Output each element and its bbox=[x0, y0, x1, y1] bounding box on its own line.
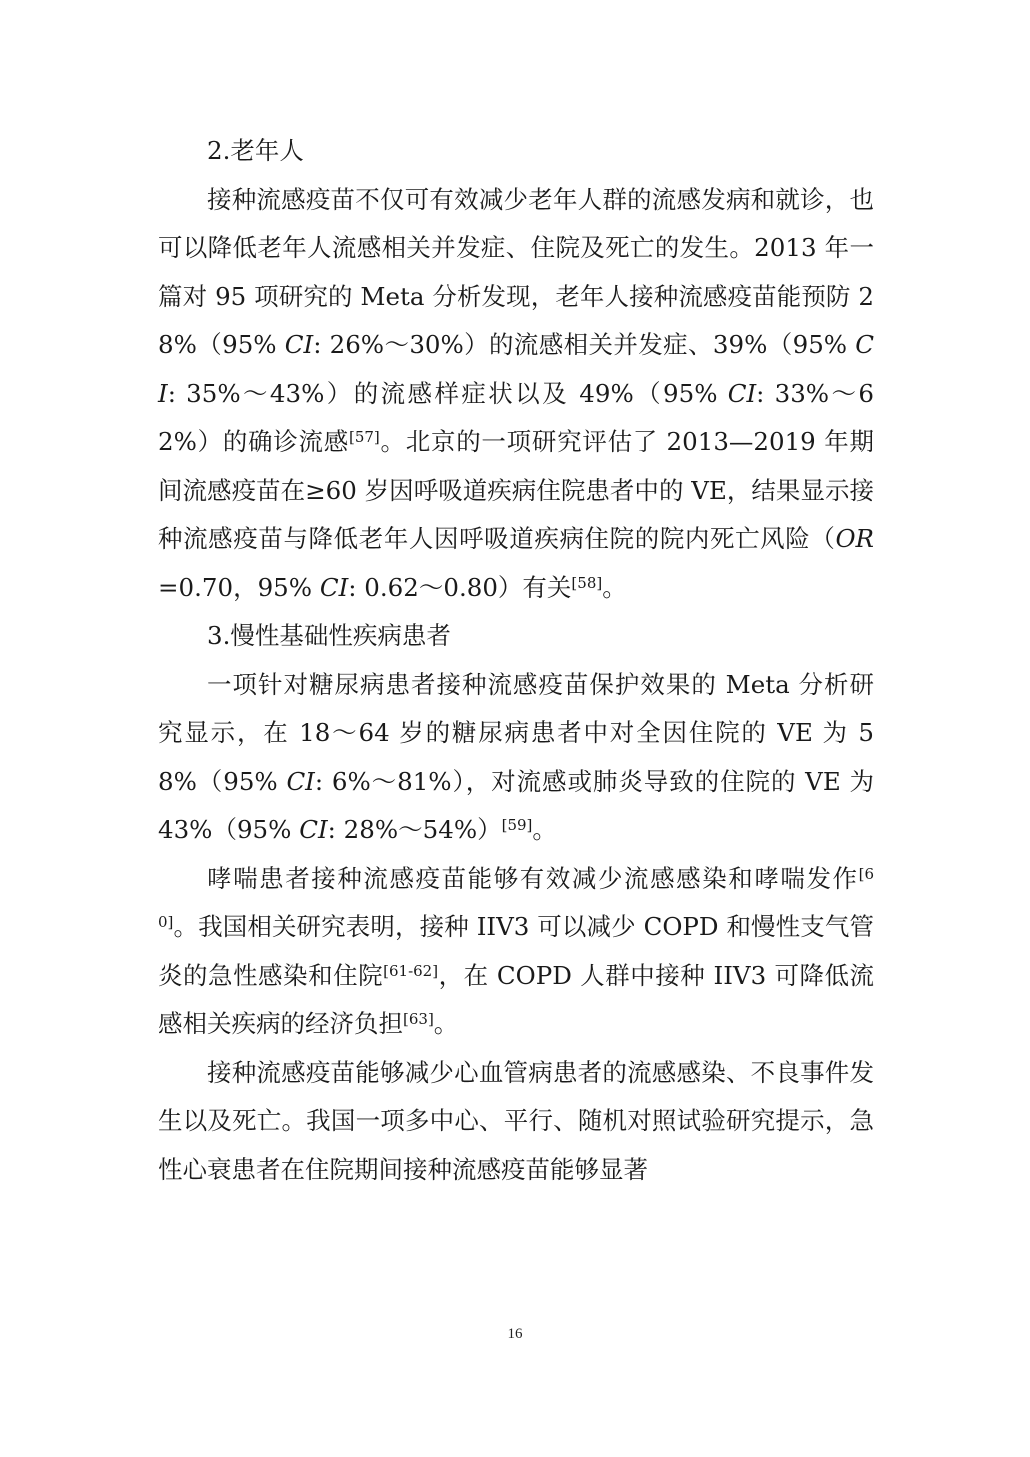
text-run: 。 bbox=[602, 572, 627, 602]
text-run: 接种流感疫苗不仅可有效减少老年人群的流感发病和就诊，也可以降低老年人流感相关并发症、住院及死亡的发生。2013 年一篇对 95 项研究的 Meta 分析发现，老年人接种流感疫苗能预防 28%（95% bbox=[158, 184, 874, 359]
text-run: : 6%～81%），对流感或肺炎导致的住院的 VE 为 43%（95% bbox=[158, 766, 874, 844]
citation-ref: [58] bbox=[571, 573, 603, 592]
section-heading-elderly: 2.老年人 bbox=[207, 136, 304, 165]
ci-label: CI bbox=[319, 572, 349, 602]
text-run: ，在 COPD 人群中接种 IIV3 可降低流感相关疾病的经济负担 bbox=[158, 960, 875, 1038]
paragraph-cardio bbox=[158, 1049, 874, 1195]
citation-ref: [59] bbox=[501, 815, 533, 834]
text-run: 。北京的一项研究评估了 2013—2019 年期间流感疫苗在≥60 岁因呼吸道疾病住院患者中的 VE，结果显示接种流感疫苗与降低老年人因呼吸道疾病住院的院内死亡风险（ bbox=[158, 427, 874, 553]
text-run: : 35%～43%）的流感样症状以及 49%（95% bbox=[167, 378, 728, 408]
ci-label: CI bbox=[727, 378, 757, 408]
ci-label: CI bbox=[286, 766, 315, 796]
document-body bbox=[158, 127, 874, 1194]
text-run: : 33%～62%）的确诊流感 bbox=[158, 378, 874, 456]
page-number: 16 bbox=[507, 1326, 523, 1342]
text-run: 。 bbox=[433, 1009, 459, 1038]
ci-label: CI bbox=[284, 330, 314, 359]
text-run: 哮喘患者接种流感疫苗能够有效减少流感感染和哮喘发作 bbox=[207, 863, 859, 893]
paragraph-elderly bbox=[158, 176, 874, 613]
paragraph-diabetes bbox=[158, 661, 874, 855]
text-run: =0.70，95% bbox=[158, 572, 320, 602]
text-run: : 28%～54%） bbox=[327, 815, 502, 844]
or-label: OR bbox=[835, 524, 874, 553]
paragraph-asthma bbox=[158, 855, 874, 1049]
ci-label: CI bbox=[299, 815, 328, 844]
citation-ref: [60] bbox=[158, 864, 874, 931]
text-run: : 26%～30%）的流感相关并发症、39%（95% bbox=[313, 330, 856, 359]
text-run: 一项针对糖尿病患者接种流感疫苗保护效果的 Meta 分析研究显示，在 18～64 岁的糖尿病患者中对全因住院的 VE 为 58%（95% bbox=[158, 669, 874, 796]
citation-ref: [57] bbox=[348, 427, 380, 446]
citation-ref: [63] bbox=[403, 1009, 434, 1028]
section-heading-chronic: 3.慢性基础性疾病患者 bbox=[207, 621, 451, 650]
text-run: : 0.62～0.80）有关 bbox=[348, 572, 572, 602]
ci-label: CI bbox=[158, 330, 874, 408]
citation-ref: [61-62] bbox=[383, 961, 439, 980]
text-run: 。我国相关研究表明，接种 IIV3 可以减少 COPD 和慢性支气管炎的急性感染和住院 bbox=[158, 912, 874, 990]
text-run: 接种流感疫苗能够减少心血管病患者的流感感染、不良事件发生以及死亡。我国一项多中心、平行、随机对照试验研究提示，急性心衰患者在住院期间接种流感疫苗能够显著 bbox=[158, 1057, 874, 1184]
text-run: 。 bbox=[532, 815, 557, 844]
